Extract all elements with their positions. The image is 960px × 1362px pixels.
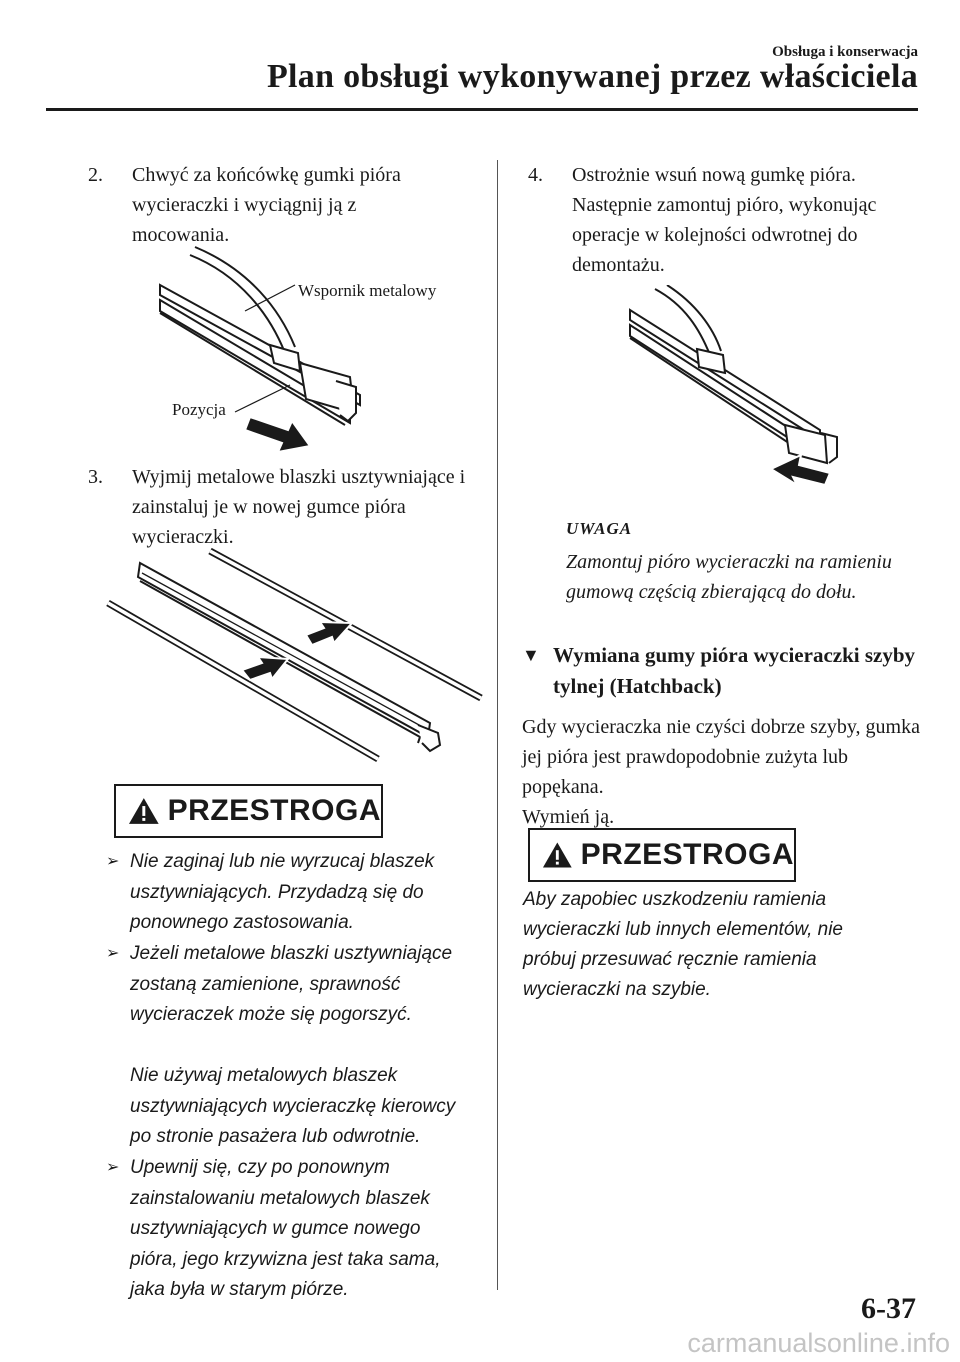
step-3-text: Wyjmij metalowe blaszki usztywniające i zainstaluj je w nowej gumce pióra wycieraczki. bbox=[132, 466, 466, 548]
step-3 bbox=[88, 462, 468, 552]
caution-bullet-2-cont: Nie używaj metalowych blaszek usztywniających wycieraczkę kierowcy po stronie pasażera lub odwrotnie. bbox=[130, 1065, 456, 1147]
body-paragraph bbox=[522, 712, 922, 832]
step-2-text: Chwyć za końcówkę gumki pióra wycieraczki i wyciągnij ją z mocowania. bbox=[132, 164, 401, 246]
caution-bullet-1: ➢ Nie zaginaj lub nie wyrzucaj blaszek usztywniających. Przydadzą się do ponownego zastosowania. bbox=[106, 847, 471, 939]
page-title: Plan obsługi wykonywanej przez właściciela bbox=[266, 58, 918, 95]
step-2 bbox=[88, 160, 458, 250]
arrow-bullet-icon: ➢ bbox=[106, 853, 120, 870]
arrow-bullet-icon: ➢ bbox=[106, 1159, 120, 1176]
caution-box-right bbox=[528, 828, 796, 882]
warning-icon bbox=[542, 841, 573, 869]
wiper-removal-figure bbox=[150, 245, 470, 460]
triangle-marker-icon: ▼ bbox=[522, 645, 540, 665]
body-paragraph-text-2: Wymień ją. bbox=[522, 806, 615, 828]
label-position: Pozycja bbox=[172, 400, 226, 419]
watermark: carmanualsonline.info bbox=[687, 1328, 950, 1358]
caution-bullet-3: ➢ Upewnij się, czy po ponownym zainstalowaniu metalowych blaszek usztywniających w gumce nowego pióra, jego krzywizna jest taka sama, jaka była w starym piórze. bbox=[106, 1153, 471, 1306]
caution-bullet-2: ➢ Jeżeli metalowe blaszki usztywniające zostaną zamienione, sprawność wycieraczek może się pogorszyć. bbox=[106, 939, 471, 1031]
note-text: Zamontuj pióro wycieraczki na ramieniu gumową częścią zbierającą do dołu. bbox=[566, 551, 892, 603]
caution-title-left: PRZESTROGA bbox=[167, 794, 381, 827]
warning-icon bbox=[128, 797, 160, 825]
caution-box-left bbox=[114, 784, 383, 838]
caution-title-right: PRZESTROGA bbox=[580, 838, 794, 871]
body-paragraph-text: Gdy wycieraczka nie czyści dobrze szyby, gumka jej pióra jest prawdopodobnie zużyta lub popękana. bbox=[522, 716, 920, 798]
caution-text-right: Aby zapobiec uszkodzeniu ramienia wycieraczki lub innych elementów, nie próbuj przesuwać ręcznie ramienia wycieraczki na szybie. bbox=[523, 889, 843, 1000]
section-name: Obsługa i konserwacja bbox=[772, 44, 918, 60]
arrow-bullet-icon: ➢ bbox=[106, 945, 120, 962]
wiper-install-figure bbox=[625, 285, 845, 495]
step-2-number: 2. bbox=[88, 164, 103, 186]
page-number: 6-37 bbox=[861, 1292, 916, 1325]
step-4-number: 4. bbox=[528, 164, 543, 186]
step-3-number: 3. bbox=[88, 466, 103, 488]
header-divider bbox=[46, 108, 918, 111]
label-metal-bracket: Wspornik metalowy bbox=[298, 281, 437, 300]
step-4 bbox=[528, 160, 918, 280]
note-heading: UWAGA bbox=[566, 519, 633, 538]
metal-strips-figure bbox=[100, 545, 485, 770]
column-divider bbox=[497, 160, 498, 1290]
step-4-text: Ostrożnie wsuń nową gumkę pióra. Następnie zamontuj pióro, wykonując operacje w kolejności odwrotnej do demontażu. bbox=[572, 164, 877, 276]
section-heading: ▼ Wymiana gumy pióra wycieraczki szyby tylnej (Hatchback) bbox=[522, 640, 917, 702]
